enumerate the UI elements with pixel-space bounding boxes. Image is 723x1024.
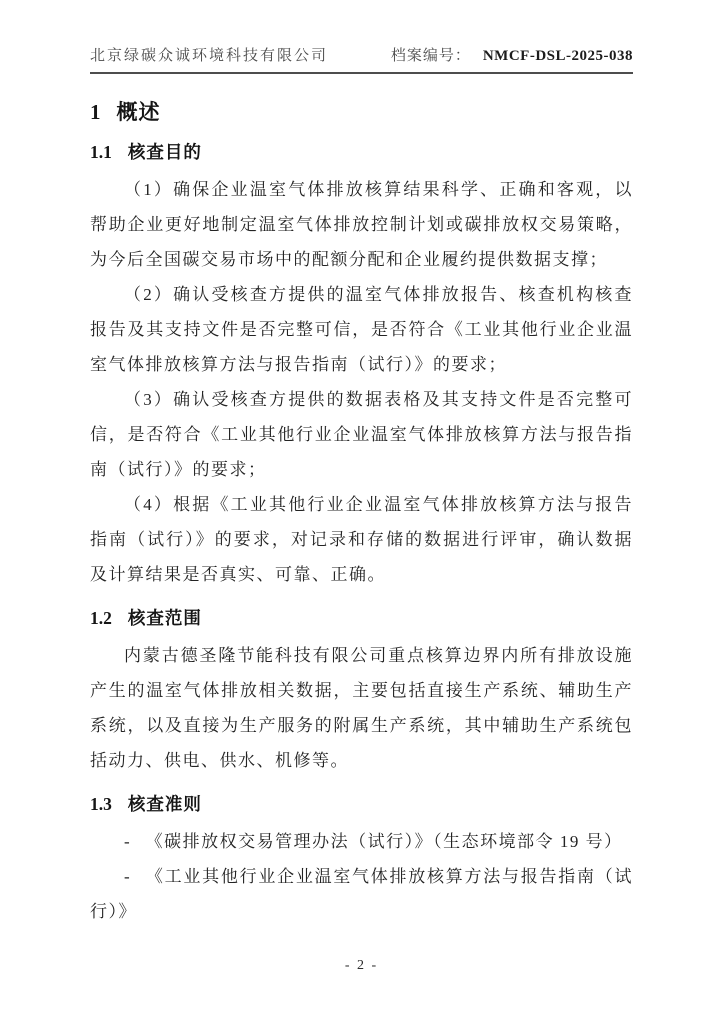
file-number-label: 档案编号：	[390, 48, 471, 64]
paragraph-scope: 内蒙古德圣隆节能科技有限公司重点核算边界内所有排放设施产生的温室气体排放相关数据，主要包括直接生产系统、辅助生产系统，以及直接为生产服务的附属生产系统，其中辅助生产系统包括动力、供电、供水、机修等。	[90, 646, 633, 770]
page-number: - 2 -	[344, 958, 379, 973]
document-body	[90, 98, 633, 929]
header-file-number	[391, 44, 633, 65]
paragraph-purpose-2: （2）确认受核查方提供的温室气体排放报告、核查机构核查报告及其支持文件是否完整可信，是否符合《工业其他行业企业温室气体排放核算方法与报告指南（试行）》的要求；	[90, 285, 633, 374]
header-company-name: 北京绿碳众诚环境科技有限公司	[90, 48, 329, 64]
section-number: 1.2	[90, 608, 112, 628]
section-heading-1-2	[90, 606, 633, 630]
criteria-item-1	[90, 824, 633, 859]
paragraph-purpose-1: （1）确保企业温室气体排放核算结果科学、正确和客观，以帮助企业更好地制定温室气体排放控制计划或碳排放权交易策略，为今后全国碳交易市场中的配额分配和企业履约提供数据支撑；	[90, 180, 633, 269]
dash-bullet-marker: -	[124, 832, 132, 851]
page-header	[90, 0, 633, 74]
section-heading-1-3	[90, 792, 633, 816]
criteria-item-text: 《工业其他行业企业温室气体排放核算方法与报告指南（试行）》	[90, 867, 633, 921]
criteria-item-text: 《碳排放权交易管理办法（试行）》（生态环境部令 19 号）	[145, 832, 623, 851]
paragraph-purpose-3: （3）确认受核查方提供的数据表格及其支持文件是否完整可信，是否符合《工业其他行业企业温室气体排放核算方法与报告指南（试行）》的要求；	[90, 390, 633, 479]
dash-bullet-marker: -	[124, 867, 132, 886]
file-number-value: NMCF-DSL-2025-038	[482, 48, 633, 64]
section-title: 核查准则	[127, 794, 202, 814]
section-title: 核查范围	[127, 608, 202, 628]
section-number: 1.3	[90, 794, 112, 814]
section-heading-1-1	[90, 140, 633, 164]
section-number: 1.1	[90, 142, 112, 162]
page-footer	[0, 958, 723, 974]
criteria-item-2	[90, 859, 633, 929]
chapter-heading	[90, 98, 633, 126]
chapter-number: 1	[90, 100, 101, 124]
chapter-title: 概述	[116, 100, 161, 124]
section-title: 核查目的	[127, 142, 202, 162]
paragraph-purpose-4: （4）根据《工业其他行业企业温室气体排放核算方法与报告指南（试行）》的要求，对记录和存储的数据进行评审，确认数据及计算结果是否真实、可靠、正确。	[90, 495, 633, 584]
